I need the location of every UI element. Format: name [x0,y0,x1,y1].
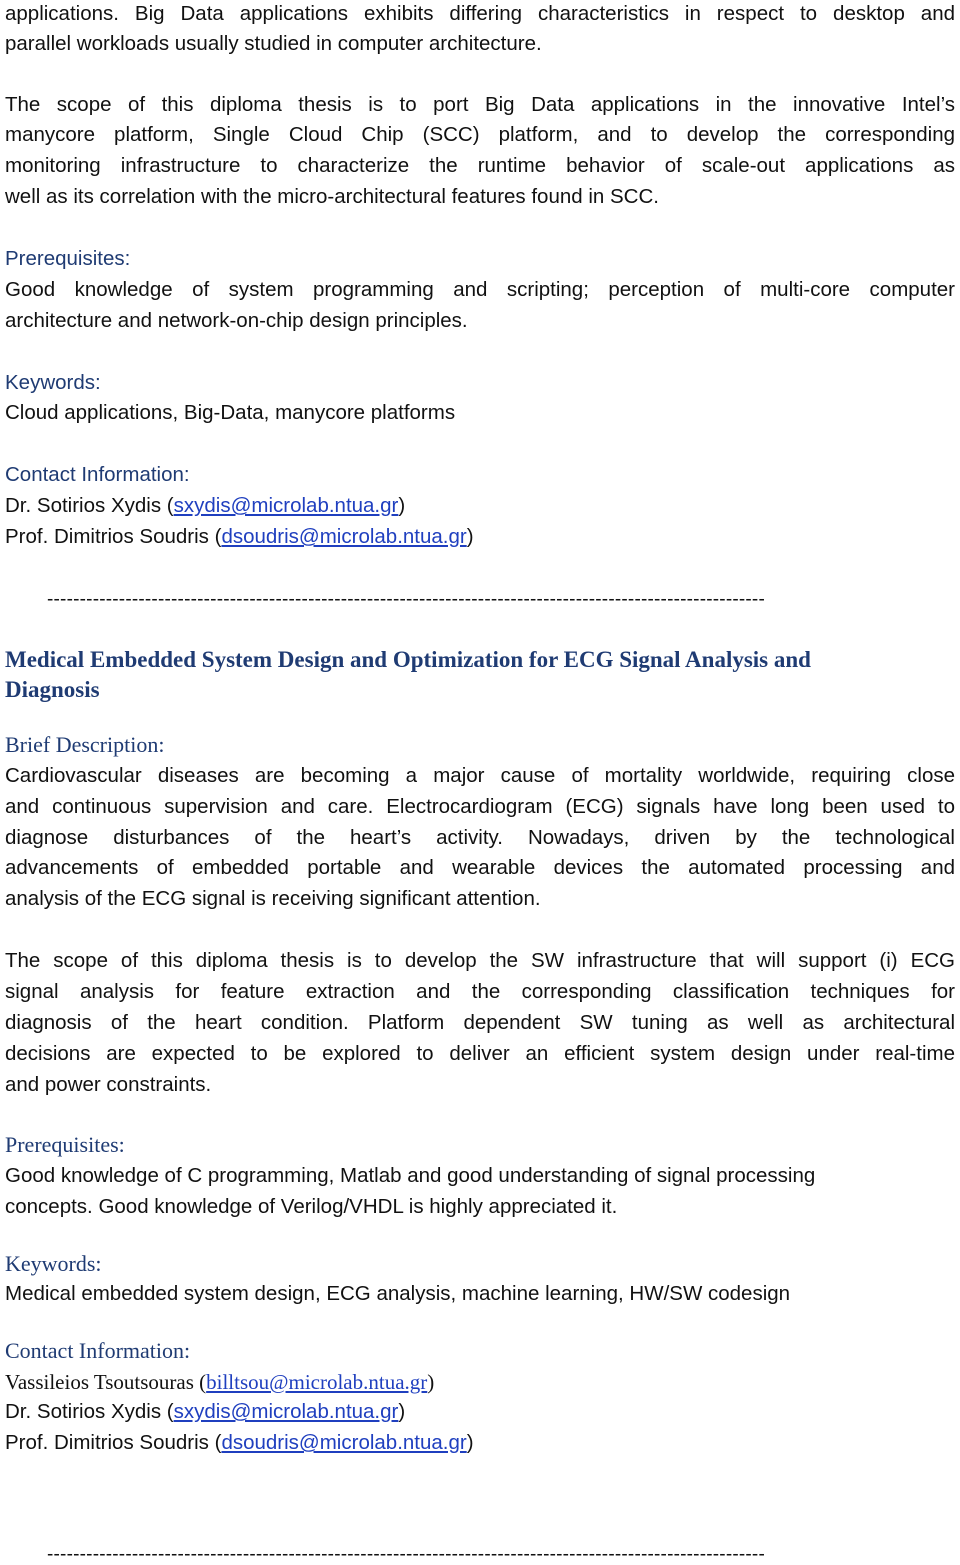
contact-line [5,1400,955,1424]
brief-description-line: Cardiovascular diseases are becoming a major cause of mortality worldwide, requiring close [5,764,955,787]
scope-paragraph-line: manycore platform, Single Cloud Chip (SCC) platform, and to develop the corresponding [5,123,955,146]
prerequisites-text-line: architecture and network-on-chip design principles. [5,309,468,332]
scope-paragraph-line: well as its correlation with the micro-architectural features found in SCC. [5,185,659,208]
brief-description-line: and continuous supervision and care. Electrocardiogram (ECG) signals have long been used to [5,795,955,818]
brief-description-line: analysis of the ECG signal is receiving significant attention. [5,887,541,910]
prerequisites-heading: Prerequisites: [5,247,131,270]
scope-paragraph-line: diagnosis of the heart condition. Platform dependent SW tuning as well as architectural [5,1011,955,1034]
contact-line [5,1431,955,1455]
contact-close-paren: ) [427,1370,435,1394]
keywords-text: Medical embedded system design, ECG analysis, machine learning, HW/SW codesign [5,1282,791,1305]
section-separator: -------------------------------------------------------------------------------------------------------------- [47,1545,765,1565]
contact-email-link[interactable]: sxydis@microlab.ntua.gr [173,1400,399,1423]
keywords-heading: Keywords: [5,1251,102,1276]
contact-name: Prof. Dimitrios Soudris ( [5,1431,222,1454]
contact-email-link[interactable]: sxydis@microlab.ntua.gr [173,494,399,517]
brief-description-line: advancements of embedded portable and wearable devices the automated processing and [5,856,955,879]
body-text-line: parallel workloads usually studied in computer architecture. [5,32,542,55]
keywords-heading: Keywords: [5,371,101,394]
prerequisites-text-line: Good knowledge of C programming, Matlab and good understanding of signal processing [5,1164,816,1187]
contact-name: Vassileios Tsoutsouras ( [5,1370,207,1394]
contact-line [5,494,955,518]
prerequisites-text-line: Good knowledge of system programming and scripting; perception of multi-core computer [5,278,955,301]
project-title-line: Medical Embedded System Design and Optimization for ECG Signal Analysis and [5,647,811,672]
body-text-line: applications. Big Data applications exhibits differing characteristics in respect to desktop and [5,2,955,25]
contact-name: Dr. Sotirios Xydis ( [5,494,174,517]
contact-email-link[interactable]: billtsou@microlab.ntua.gr [206,1370,428,1394]
scope-paragraph-line: The scope of this diploma thesis is to develop the SW infrastructure that will support (i) ECG [5,949,955,972]
brief-description-heading: Brief Description: [5,732,165,757]
contact-close-paren: ) [466,525,474,548]
contact-close-paren: ) [398,494,406,517]
contact-line [5,525,955,549]
scope-paragraph-line: The scope of this diploma thesis is to port Big Data applications in the innovative Intel’s [5,93,955,116]
contact-name: Prof. Dimitrios Soudris ( [5,525,222,548]
contact-email-link[interactable]: dsoudris@microlab.ntua.gr [221,525,467,548]
contact-name: Dr. Sotirios Xydis ( [5,1400,174,1423]
contact-email-link[interactable]: dsoudris@microlab.ntua.gr [221,1431,467,1454]
contact-line [5,1370,955,1394]
prerequisites-text-line: concepts. Good knowledge of Verilog/VHDL is highly appreciated it. [5,1195,618,1218]
contact-heading: Contact Information: [5,1338,191,1363]
brief-description-line: diagnose disturbances of the heart’s activity. Nowadays, driven by the technological [5,826,955,849]
project-title-line: Diagnosis [5,677,100,702]
prerequisites-heading: Prerequisites: [5,1132,125,1157]
scope-paragraph-line: and power constraints. [5,1073,212,1096]
contact-close-paren: ) [466,1431,474,1454]
scope-paragraph-line: decisions are expected to be explored to deliver an efficient system design under real-time [5,1042,955,1065]
keywords-text: Cloud applications, Big-Data, manycore platforms [5,401,456,424]
contact-heading: Contact Information: [5,463,190,486]
section-separator: -------------------------------------------------------------------------------------------------------------- [47,590,765,610]
contact-close-paren: ) [398,1400,406,1423]
scope-paragraph-line: monitoring infrastructure to characterize the runtime behavior of scale-out applications as [5,154,955,177]
scope-paragraph-line: signal analysis for feature extraction and the corresponding classification techniques for [5,980,955,1003]
